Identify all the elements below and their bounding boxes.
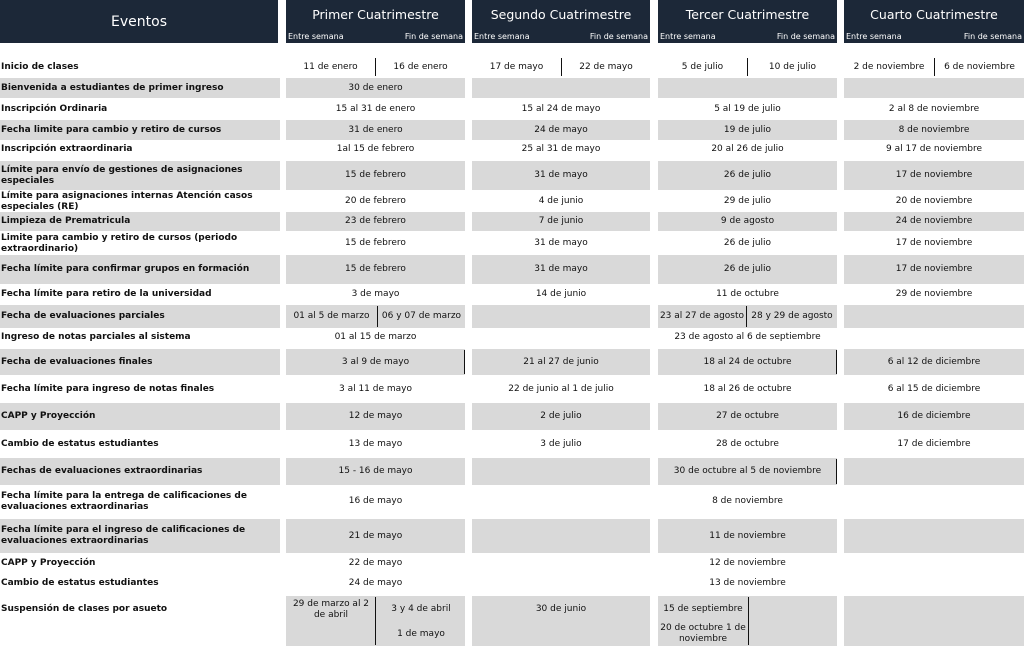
period-header-1 — [286, 0, 465, 43]
cell-band — [472, 458, 650, 485]
date-cell: 30 de octubre al 5 de noviembre — [673, 466, 822, 476]
cell-band — [472, 78, 650, 98]
suspension-first-weekday: 29 de marzo al 2 de abril — [292, 599, 370, 620]
date-cell: 22 de junio al 1 de julio — [508, 383, 614, 394]
suspension-third-2: 20 de octubre 1 de noviembre — [660, 623, 746, 644]
date-cell: 17 de noviembre — [895, 264, 973, 274]
weekday-date: 17 de mayo — [489, 61, 544, 72]
date-cell: 15 al 24 de mayo — [521, 103, 601, 114]
date-cell: 24 de mayo — [534, 124, 588, 135]
suspension-third-1: 15 de septiembre — [663, 603, 743, 614]
date-cell: 30 de enero — [348, 82, 403, 93]
event-label: CAPP y Proyección — [1, 558, 96, 568]
date-cell: 01 al 15 de marzo — [334, 332, 417, 342]
cell-band — [658, 78, 837, 98]
date-cell: 20 de febrero — [345, 196, 406, 206]
event-label: Suspensión de clases por asueto — [1, 603, 168, 614]
period-header-2 — [472, 0, 650, 43]
event-label: Fecha límite para confirmar grupos en formación — [1, 264, 250, 274]
event-label: CAPP y Proyección — [1, 411, 96, 421]
date-cell: 17 de noviembre — [895, 170, 973, 180]
date-cell: 31 de mayo — [534, 264, 588, 274]
date-cell: 23 de agosto al 6 de septiembre — [674, 332, 821, 342]
period-header-4 — [844, 0, 1024, 43]
suspension-first-weekend-2: 1 de mayo — [397, 628, 445, 639]
date-cell: 28 de octubre — [716, 438, 779, 449]
weekend-subheader: Fin de semana — [404, 32, 463, 41]
cell-band — [844, 519, 1024, 553]
event-label: Ingreso de notas parciales al sistema — [1, 332, 191, 342]
weekend-date: 22 de mayo — [579, 61, 633, 72]
date-cell: 26 de julio — [723, 170, 772, 180]
cell-divider — [934, 58, 935, 76]
cell-divider — [377, 306, 378, 327]
event-label: Inicio de clases — [1, 61, 79, 72]
date-cell: 31 de mayo — [534, 170, 588, 180]
date-cell: 20 al 26 de julio — [711, 144, 784, 154]
suspension-divider — [748, 597, 749, 645]
weekday-date: 11 de enero — [303, 61, 358, 72]
weekend-date: 28 y 29 de agosto — [751, 311, 833, 321]
date-cell: 7 de junio — [538, 216, 584, 226]
date-cell: 11 de octubre — [716, 289, 779, 299]
weekend-date: 16 de enero — [393, 61, 448, 72]
cell-band — [844, 458, 1024, 485]
date-cell: 22 de mayo — [348, 558, 403, 568]
date-cell: 31 de mayo — [534, 238, 588, 248]
date-cell: 1al 15 de febrero — [336, 144, 415, 154]
weekend-date: 6 de noviembre — [944, 61, 1015, 72]
weekday-date: 23 al 27 de agosto — [659, 311, 745, 321]
date-cell: 15 de febrero — [345, 238, 406, 248]
date-cell: 17 de noviembre — [895, 238, 973, 248]
cell-edge — [464, 350, 465, 374]
date-cell: 3 de mayo — [351, 289, 400, 299]
date-cell: 6 al 15 de diciembre — [887, 383, 981, 394]
weekend-subheader: Fin de semana — [589, 32, 648, 41]
date-cell: 3 al 9 de mayo — [341, 356, 410, 367]
date-cell: 9 al 17 de noviembre — [886, 144, 982, 154]
date-cell: 13 de noviembre — [709, 577, 786, 588]
date-cell: 21 al 27 de junio — [523, 356, 599, 367]
date-cell: 20 de noviembre — [895, 196, 973, 206]
period-header-3 — [658, 0, 837, 43]
period-title: Primer Cuatrimestre — [312, 7, 439, 22]
event-label: Cambio de estatus estudiantes — [1, 438, 159, 449]
event-label: Cambio de estatus estudiantes — [1, 577, 159, 588]
cell-divider — [561, 58, 562, 76]
cell-divider — [747, 58, 748, 76]
weekday-date: 5 de julio — [681, 61, 724, 72]
cell-band — [844, 305, 1024, 328]
cell-band — [844, 78, 1024, 98]
event-label: Fecha de evaluaciones finales — [1, 356, 153, 367]
event-label: Limite para cambio y retiro de cursos (periodo extraordinario) — [1, 232, 238, 254]
event-label: Inscripción extraordinaria — [1, 144, 133, 154]
event-label: Fecha límite para la entrega de calificaciones de evaluaciones extraordinarias — [1, 490, 247, 512]
weekday-date: 01 al 5 de marzo — [293, 311, 370, 321]
suspension-divider — [375, 597, 376, 645]
event-label: Limpieza de Prematricula — [1, 216, 131, 226]
cell-band — [472, 519, 650, 553]
suspension-second: 30 de junio — [535, 603, 587, 614]
date-cell: 14 de junio — [535, 289, 587, 299]
events-header — [0, 0, 278, 43]
date-cell: 4 de junio — [538, 196, 584, 206]
weekday-subheader: Entre semana — [474, 32, 530, 41]
period-title: Cuarto Cuatrimestre — [870, 7, 998, 22]
date-cell: 21 de mayo — [348, 530, 403, 541]
weekday-subheader: Entre semana — [660, 32, 716, 41]
date-cell: 16 de diciembre — [897, 411, 971, 421]
event-label: Bienvenida a estudiantes de primer ingreso — [1, 82, 224, 93]
date-cell: 2 de julio — [540, 411, 582, 421]
event-label: Fecha de evaluaciones parciales — [1, 311, 165, 321]
date-cell: 23 de febrero — [345, 216, 406, 226]
date-cell: 2 al 8 de noviembre — [888, 103, 980, 114]
date-cell: 3 al 11 de mayo — [338, 383, 412, 394]
event-label: Fecha límite para el ingreso de calificaciones de evaluaciones extraordinarias — [1, 525, 246, 546]
date-cell: 27 de octubre — [716, 411, 779, 421]
date-cell: 19 de julio — [723, 124, 772, 135]
weekend-subheader: Fin de semana — [963, 32, 1022, 41]
event-label: Límite para envío de gestiones de asignaciones especiales — [1, 164, 243, 186]
date-cell: 18 al 24 de octubre — [703, 356, 792, 367]
period-title: Tercer Cuatrimestre — [685, 7, 810, 22]
date-cell: 3 de julio — [540, 438, 582, 449]
date-cell: 24 de noviembre — [895, 216, 973, 226]
date-cell: 11 de noviembre — [709, 530, 786, 541]
date-cell: 25 al 31 de mayo — [521, 144, 601, 154]
weekend-subheader: Fin de semana — [776, 32, 835, 41]
date-cell: 17 de diciembre — [897, 438, 971, 449]
cell-divider — [746, 306, 747, 327]
weekend-date: 06 y 07 de marzo — [381, 311, 462, 321]
events-header-label: Eventos — [111, 13, 167, 30]
event-label: Fechas de evaluaciones extraordinarias — [1, 466, 203, 476]
suspension-first-weekend-1: 3 y 4 de abril — [391, 603, 451, 614]
cell-band — [472, 305, 650, 328]
cell-divider — [375, 58, 376, 76]
period-title: Segundo Cuatrimestre — [490, 7, 632, 22]
date-cell: 18 al 26 de octubre — [703, 383, 792, 394]
date-cell: 8 de noviembre — [898, 124, 970, 135]
date-cell: 29 de julio — [723, 196, 772, 206]
date-cell: 31 de enero — [348, 124, 403, 135]
cell-edge — [836, 350, 837, 374]
date-cell: 6 al 12 de diciembre — [887, 356, 981, 367]
date-cell: 15 - 16 de mayo — [338, 466, 413, 476]
weekday-subheader: Entre semana — [288, 32, 344, 41]
date-cell: 15 de febrero — [345, 264, 406, 274]
weekend-date: 10 de julio — [768, 61, 817, 72]
event-label: Inscripción Ordinaria — [1, 103, 108, 114]
event-label: Fecha límite para retiro de la universidad — [1, 289, 212, 299]
date-cell: 29 de noviembre — [895, 289, 973, 299]
date-cell: 26 de julio — [723, 238, 772, 248]
suspension-fourth-bg — [844, 596, 1024, 646]
weekday-subheader: Entre semana — [846, 32, 902, 41]
event-label: Límite para asignaciones internas Atención casos especiales (RE) — [1, 190, 253, 212]
date-cell: 26 de julio — [723, 264, 772, 274]
date-cell: 16 de mayo — [348, 496, 403, 506]
date-cell: 24 de mayo — [348, 577, 403, 588]
event-label: Fecha límite para ingreso de notas finales — [1, 383, 215, 394]
date-cell: 15 de febrero — [345, 170, 406, 180]
date-cell: 5 al 19 de julio — [714, 103, 781, 114]
date-cell: 15 al 31 de enero — [335, 103, 416, 114]
date-cell: 9 de agosto — [720, 216, 775, 226]
cell-edge — [836, 459, 837, 484]
date-cell: 12 de noviembre — [709, 558, 786, 568]
event-label: Fecha limite para cambio y retiro de cursos — [1, 124, 222, 135]
weekday-date: 2 de noviembre — [853, 61, 925, 72]
date-cell: 13 de mayo — [348, 438, 403, 449]
date-cell: 8 de noviembre — [712, 496, 783, 506]
date-cell: 12 de mayo — [348, 411, 403, 421]
